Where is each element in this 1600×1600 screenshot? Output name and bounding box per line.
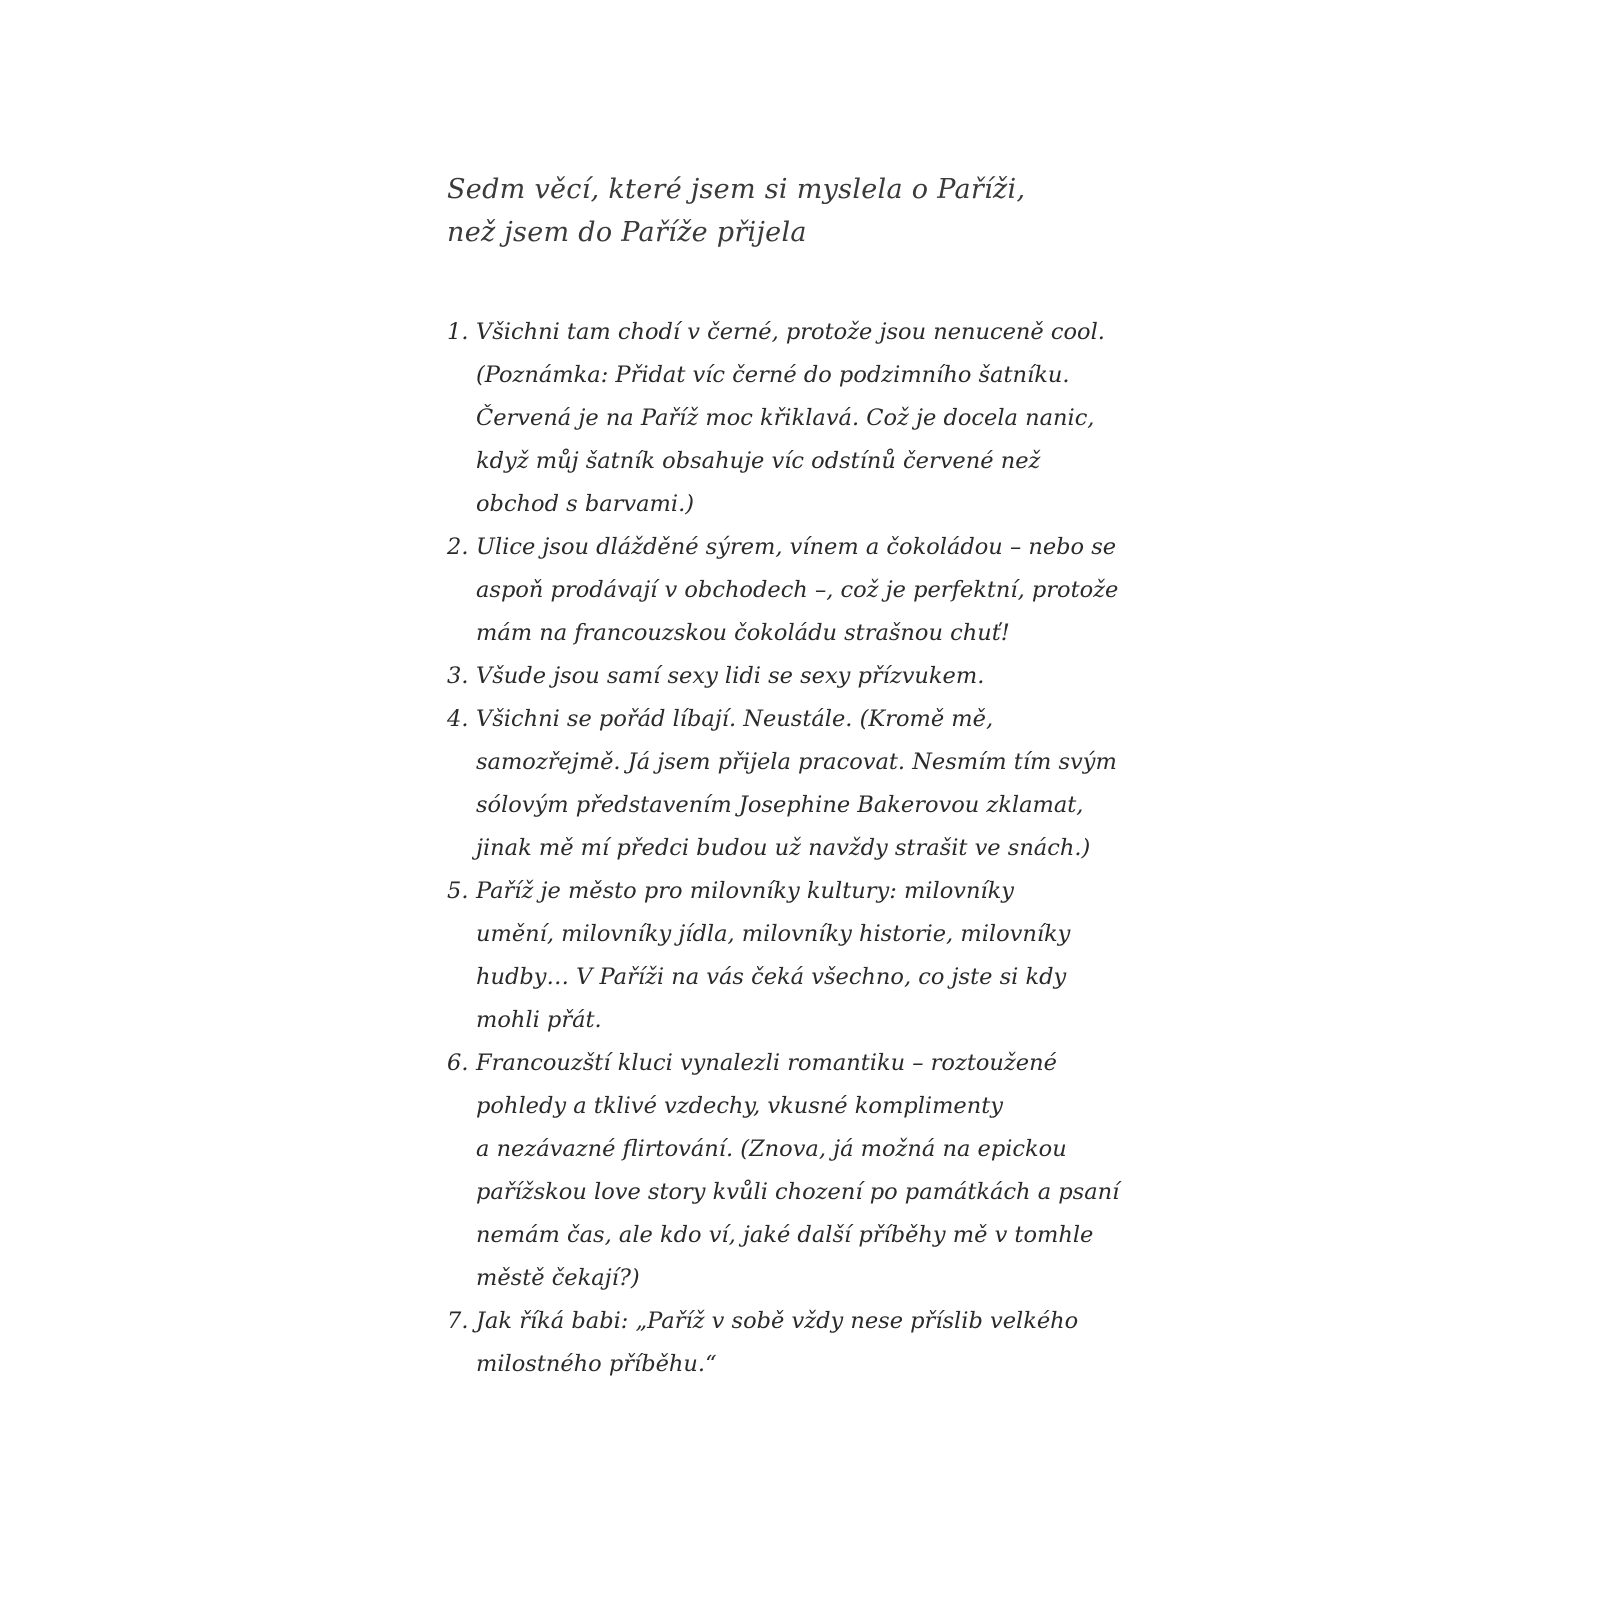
list-item-line: jinak mě mí předci budou už navždy strašit ve snách.) [476, 835, 1091, 861]
list-item-line: Všude jsou samí sexy lidi se sexy přízvukem. [476, 663, 985, 689]
list-item-line: Paříž je město pro milovníky kultury: milovníky [476, 878, 1014, 904]
list-item-text [476, 1042, 1167, 1300]
list-item-line: umění, milovníky jídla, milovníky historie, milovníky [476, 921, 1071, 947]
list-item-line: mám na francouzskou čokoládu strašnou chuť! [476, 620, 1010, 646]
title-line-1: Sedm věcí, které jsem si myslela o Paříži, [447, 174, 1026, 205]
page-content [447, 168, 1167, 1386]
list-item-line: samozřejmě. Já jsem přijela pracovat. Nesmím tím svým [476, 749, 1117, 775]
list-item-line: městě čekají?) [476, 1265, 640, 1291]
list-item-line: (Poznámka: Přidat víc černé do podzimního šatníku. [476, 362, 1070, 388]
list-item-line: když můj šatník obsahuje víc odstínů červené než [476, 448, 1041, 474]
list-item-line: Červená je na Paříž moc křiklavá. Což je docela nanic, [476, 405, 1095, 431]
list-item-text [476, 311, 1167, 526]
list-item-number: 1. [447, 319, 469, 345]
list-item-line: mohli přát. [476, 1007, 602, 1033]
list-item-line: nemám čas, ale kdo ví, jaké další příběhy mě v tomhle [476, 1222, 1094, 1248]
list-item-line: a nezávazné flirtování. (Znova, já možná na epickou [476, 1136, 1067, 1162]
numbered-list [447, 311, 1167, 1386]
list-item [447, 1300, 1167, 1386]
list-item [447, 526, 1167, 655]
list-item [447, 698, 1167, 870]
list-item [447, 1042, 1167, 1300]
list-item-number: 7. [447, 1308, 469, 1334]
list-item-line: aspoň prodávají v obchodech –, což je perfektní, protože [476, 577, 1119, 603]
list-item-line: Jak říká babi: „Paříž v sobě vždy nese příslib velkého [476, 1308, 1079, 1334]
list-item-text [476, 655, 1167, 698]
list-item-line: sólovým představením Josephine Bakerovou zklamat, [476, 792, 1084, 818]
title-line-2: než jsem do Paříže přijela [447, 217, 807, 248]
page-title [447, 168, 1167, 254]
list-item [447, 655, 1167, 698]
list-item [447, 870, 1167, 1042]
list-item-number: 5. [447, 878, 469, 904]
list-item-line: Ulice jsou dlážděné sýrem, vínem a čokoládou – nebo se [476, 534, 1117, 560]
list-item-text [476, 1300, 1167, 1386]
list-item-line: Francouzští kluci vynalezli romantiku – roztoužené [476, 1050, 1057, 1076]
list-item-line: pohledy a tklivé vzdechy, vkusné komplimenty [476, 1093, 1003, 1119]
list-item-line: Všichni tam chodí v černé, protože jsou nenuceně cool. [476, 319, 1105, 345]
list-item-number: 3. [447, 663, 469, 689]
list-item-line: Všichni se pořád líbají. Neustále. (Kromě mě, [476, 706, 994, 732]
list-item-number: 2. [447, 534, 469, 560]
list-item-text [476, 698, 1167, 870]
list-item-number: 4. [447, 706, 469, 732]
list-item-number: 6. [447, 1050, 469, 1076]
list-item-line: obchod s barvami.) [476, 491, 695, 517]
list-item [447, 311, 1167, 526]
list-item-text [476, 870, 1167, 1042]
list-item-line: milostného příběhu.“ [476, 1351, 717, 1377]
list-item-line: pařížskou love story kvůli chození po památkách a psaní [476, 1179, 1120, 1205]
list-item-line: hudby… V Paříži na vás čeká všechno, co jste si kdy [476, 964, 1067, 990]
list-item-text [476, 526, 1167, 655]
